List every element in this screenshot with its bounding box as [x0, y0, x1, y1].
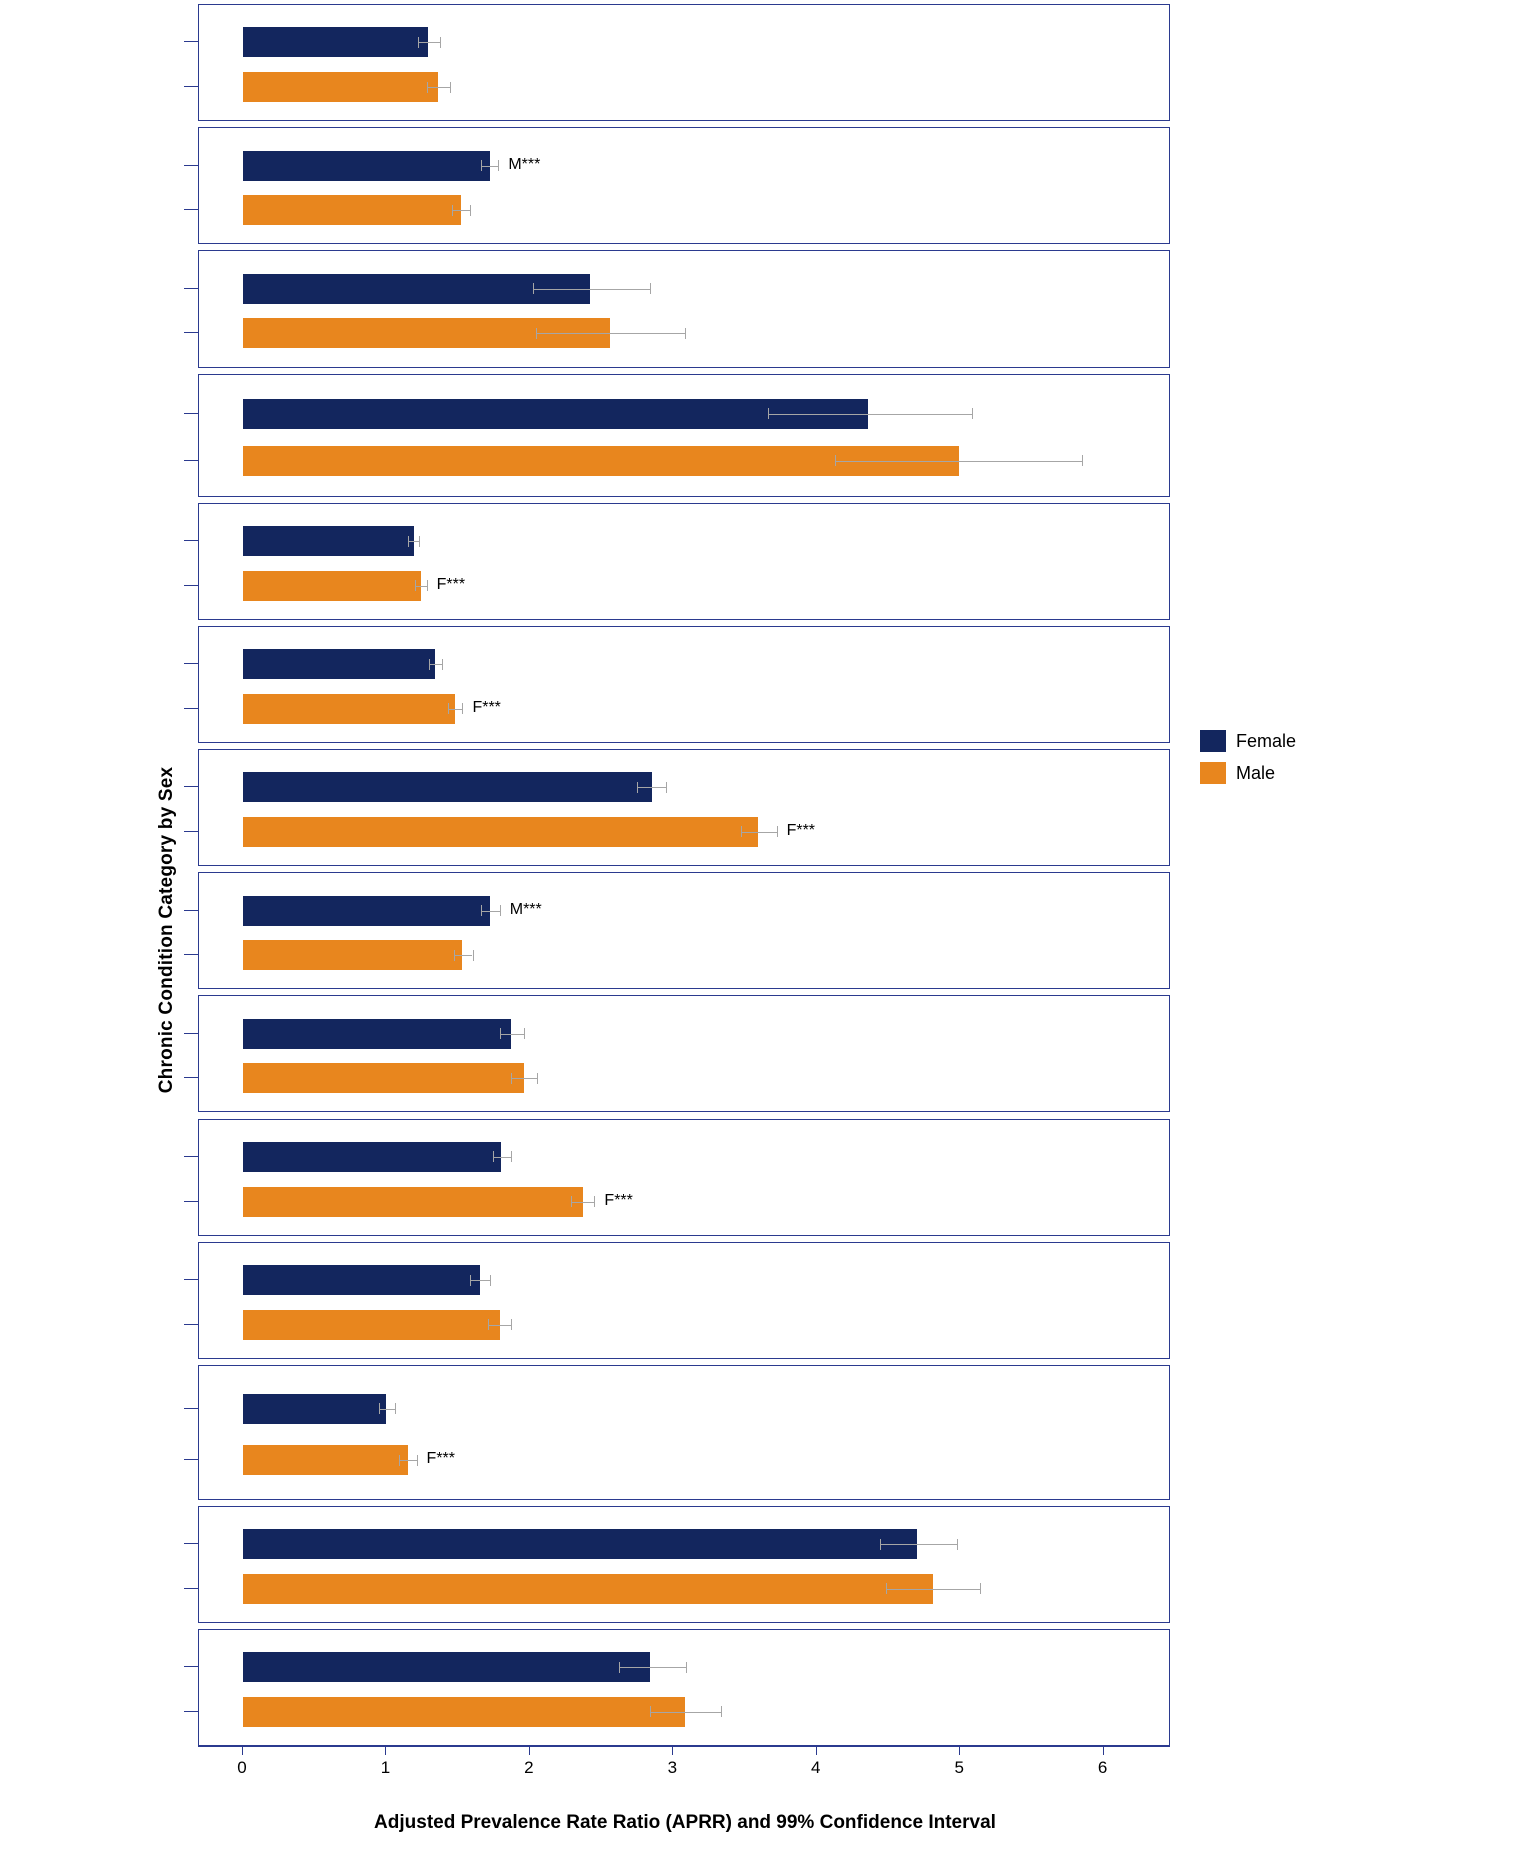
error-bar-cap — [511, 1151, 512, 1162]
error-bar-cap — [537, 1073, 538, 1084]
y-axis-tick — [184, 332, 198, 333]
chart-panel — [198, 127, 1170, 244]
error-bar-cap — [395, 1403, 396, 1414]
y-axis-tick — [184, 831, 198, 832]
error-bar — [429, 664, 442, 665]
legend-label-male: Male — [1236, 762, 1276, 783]
chart-panel — [198, 626, 1170, 743]
error-bar-cap — [493, 1151, 494, 1162]
error-bar — [886, 1589, 981, 1590]
significance-label: F*** — [604, 1191, 633, 1209]
error-bar-cap — [500, 1028, 501, 1039]
y-axis-tick — [184, 786, 198, 787]
error-bar — [650, 1712, 720, 1713]
error-bar-cap — [571, 1196, 572, 1207]
significance-label: F*** — [436, 575, 466, 593]
error-bar — [399, 1460, 416, 1461]
error-bar-cap — [721, 1706, 722, 1717]
y-axis-tick — [184, 708, 198, 709]
bar-female — [243, 772, 652, 802]
y-axis-tick — [184, 663, 198, 664]
error-bar — [500, 1034, 524, 1035]
error-bar-cap — [524, 1028, 525, 1039]
bar-male — [243, 195, 461, 225]
significance-label: F*** — [426, 1450, 455, 1468]
error-bar — [454, 955, 473, 956]
bar-female — [243, 1529, 917, 1559]
legend-item-male — [1200, 760, 1380, 786]
error-bar — [418, 42, 440, 43]
y-axis-tick — [184, 540, 198, 541]
y-axis-tick — [184, 1459, 198, 1460]
error-bar-cap — [536, 328, 537, 339]
bar-male — [243, 1445, 408, 1475]
bar-female — [243, 1019, 511, 1049]
x-axis-tick — [959, 1746, 960, 1755]
error-bar-cap — [637, 782, 638, 793]
error-bar-cap — [972, 408, 973, 419]
chart-panel — [198, 374, 1170, 497]
error-bar-cap — [399, 1455, 400, 1466]
error-bar-cap — [498, 160, 499, 171]
error-bar-cap — [417, 1455, 418, 1466]
chart-panel — [198, 1506, 1170, 1623]
bar-male — [243, 1063, 524, 1093]
chart-panel — [198, 1119, 1170, 1236]
error-bar — [493, 1157, 512, 1158]
error-bar-cap — [415, 580, 416, 591]
error-bar-cap — [427, 580, 428, 591]
bar-male — [243, 1697, 685, 1727]
y-axis-tick — [184, 1711, 198, 1712]
x-axis-tick-label: 0 — [237, 1758, 247, 1777]
error-bar — [533, 289, 651, 290]
error-bar-cap — [768, 408, 769, 419]
bar-female — [243, 27, 428, 57]
y-axis-tick — [184, 460, 198, 461]
chart-panel — [198, 872, 1170, 989]
error-bar-cap — [429, 659, 430, 670]
error-bar-cap — [452, 205, 453, 216]
y-axis-tick — [184, 954, 198, 955]
y-axis-tick — [184, 413, 198, 414]
y-axis-tick — [184, 1156, 198, 1157]
error-bar — [637, 787, 666, 788]
x-axis-title: Adjusted Prevalence Rate Ratio (APRR) and 99% Confidence Interval — [374, 1812, 996, 1833]
error-bar — [571, 1202, 594, 1203]
error-bar-cap — [418, 37, 419, 48]
bar-male — [243, 1187, 583, 1217]
error-bar — [481, 911, 500, 912]
chart-panel — [198, 250, 1170, 367]
error-bar — [741, 832, 777, 833]
error-bar-cap — [448, 703, 449, 714]
error-bar-cap — [442, 659, 443, 670]
legend-swatch-female — [1200, 730, 1226, 752]
chart-panel — [198, 749, 1170, 866]
bar-male — [243, 694, 455, 724]
y-axis-tick — [184, 1201, 198, 1202]
error-bar-cap — [619, 1662, 620, 1673]
bar-male — [243, 571, 421, 601]
error-bar-cap — [650, 1706, 651, 1717]
legend-item-female — [1200, 728, 1380, 754]
bar-female — [243, 1652, 650, 1682]
error-bar — [768, 414, 972, 415]
x-axis-tick — [816, 1746, 817, 1755]
bar-female — [243, 1265, 480, 1295]
x-axis-tick-label: 6 — [1097, 1758, 1108, 1777]
chart-panel — [198, 1629, 1170, 1746]
error-bar — [448, 709, 462, 710]
x-axis-tick-label: 5 — [954, 1758, 964, 1777]
bar-female — [243, 1142, 501, 1172]
y-axis-tick — [184, 1033, 198, 1034]
error-bar — [427, 87, 450, 88]
error-bar-cap — [470, 205, 471, 216]
error-bar-cap — [454, 950, 455, 961]
y-axis-tick — [184, 41, 198, 42]
error-bar-cap — [379, 1403, 380, 1414]
error-bar-cap — [686, 1662, 687, 1673]
y-axis-tick — [184, 288, 198, 289]
chart-panel — [198, 995, 1170, 1112]
error-bar-cap — [685, 328, 686, 339]
x-axis-line — [198, 1746, 1170, 1747]
y-axis-tick — [184, 1324, 198, 1325]
chart-panel — [198, 4, 1170, 121]
chart-panel — [198, 503, 1170, 620]
x-axis-tick — [385, 1746, 386, 1755]
bar-female — [243, 526, 414, 556]
error-bar-cap — [511, 1319, 512, 1330]
y-axis-tick — [184, 209, 198, 210]
significance-label: M*** — [509, 900, 542, 918]
error-bar — [379, 1409, 395, 1410]
error-bar-cap — [835, 455, 836, 466]
error-bar-cap — [957, 1539, 958, 1550]
error-bar-cap — [408, 536, 409, 547]
error-bar-cap — [473, 950, 474, 961]
error-bar-cap — [440, 37, 441, 48]
y-axis-tick — [184, 1077, 198, 1078]
error-bar-cap — [427, 82, 428, 93]
legend — [1200, 728, 1380, 792]
legend-label-female: Female — [1236, 730, 1297, 751]
y-axis-tick — [184, 585, 198, 586]
error-bar — [536, 333, 685, 334]
error-bar-cap — [886, 1583, 887, 1594]
x-axis-tick — [672, 1746, 673, 1755]
error-bar — [619, 1667, 686, 1668]
significance-label: F*** — [472, 698, 501, 716]
error-bar — [880, 1544, 957, 1545]
y-axis-tick — [184, 910, 198, 911]
error-bar-cap — [481, 160, 482, 171]
error-bar-cap — [1082, 455, 1083, 466]
y-axis-tick — [184, 1408, 198, 1409]
error-bar — [481, 166, 498, 167]
chart-panel — [198, 1242, 1170, 1359]
error-bar-cap — [741, 826, 742, 837]
bar-male — [243, 1574, 933, 1604]
bar-male — [243, 940, 462, 970]
bar-male — [243, 72, 438, 102]
bar-female — [243, 1394, 386, 1424]
error-bar-cap — [650, 283, 651, 294]
bar-male — [243, 1310, 500, 1340]
error-bar-cap — [450, 82, 451, 93]
bar-female — [243, 896, 490, 926]
y-axis-tick — [184, 1543, 198, 1544]
significance-label: M*** — [508, 155, 541, 173]
x-axis-tick — [1103, 1746, 1104, 1755]
bar-female — [243, 151, 490, 181]
error-bar-cap — [490, 1275, 491, 1286]
error-bar — [415, 586, 426, 587]
legend-swatch-male — [1200, 762, 1226, 784]
y-axis-tick — [184, 1666, 198, 1667]
error-bar — [835, 461, 1082, 462]
error-bar — [452, 210, 469, 211]
chart-panel — [198, 1365, 1170, 1500]
error-bar-cap — [500, 905, 501, 916]
error-bar-cap — [533, 283, 534, 294]
error-bar-cap — [880, 1539, 881, 1550]
error-bar — [408, 541, 419, 542]
bar-male — [243, 817, 758, 847]
y-axis-tick — [184, 1588, 198, 1589]
error-bar-cap — [777, 826, 778, 837]
error-bar-cap — [419, 536, 420, 547]
significance-label: F*** — [786, 821, 816, 839]
x-axis-tick-label: 1 — [380, 1758, 391, 1777]
x-axis-tick-label: 2 — [524, 1758, 534, 1777]
x-axis-tick — [242, 1746, 243, 1755]
error-bar-cap — [980, 1583, 981, 1594]
error-bar-cap — [594, 1196, 595, 1207]
x-axis-tick-label: 3 — [667, 1758, 678, 1777]
error-bar-cap — [462, 703, 463, 714]
y-axis-tick — [184, 165, 198, 166]
x-axis-tick-label: 4 — [811, 1758, 821, 1777]
bar-female — [243, 649, 435, 679]
y-axis-tick — [184, 86, 198, 87]
y-axis-tick — [184, 1279, 198, 1280]
error-bar-cap — [511, 1073, 512, 1084]
error-bar-cap — [470, 1275, 471, 1286]
x-axis-tick — [529, 1746, 530, 1755]
error-bar — [470, 1280, 490, 1281]
error-bar — [488, 1325, 511, 1326]
error-bar-cap — [488, 1319, 489, 1330]
y-axis-title: Chronic Condition Category by Sex — [156, 766, 178, 1094]
error-bar — [511, 1078, 537, 1079]
error-bar-cap — [666, 782, 667, 793]
error-bar-cap — [481, 905, 482, 916]
